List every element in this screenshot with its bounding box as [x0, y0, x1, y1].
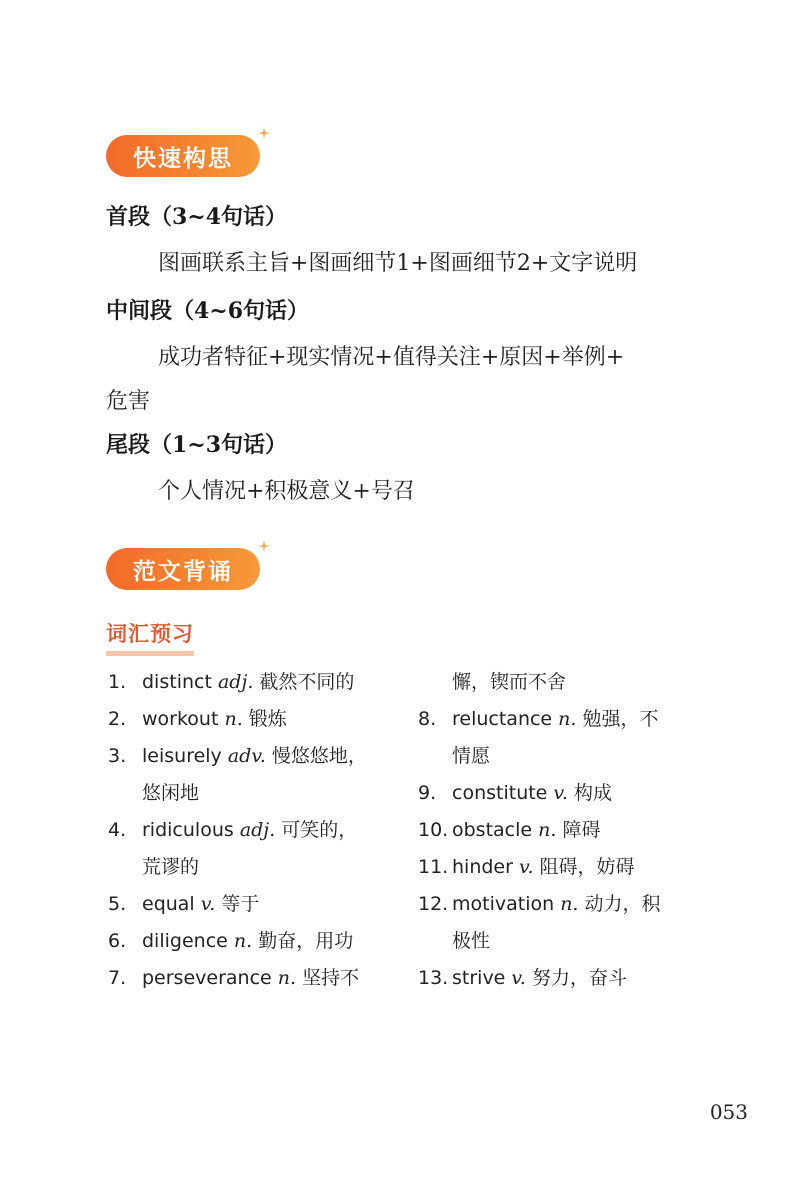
- vocab-item: [108, 738, 408, 775]
- vocab-meaning: 努力，奋斗: [531, 967, 627, 989]
- sparkle-icon: [258, 127, 270, 139]
- vocab-part-of-speech: n.: [558, 708, 583, 730]
- vocab-word: leisurely: [142, 745, 228, 767]
- vocab-word: perseverance: [142, 967, 278, 989]
- text-middle-paragraph-line2: 危害: [106, 389, 151, 414]
- vocab-meaning: 动力，积: [584, 893, 661, 915]
- vocab-word: diligence: [142, 930, 234, 952]
- vocab-meaning: 勤奋，用功: [258, 930, 354, 952]
- vocab-part-of-speech: v.: [518, 856, 540, 878]
- vocab-column-right: [418, 664, 718, 997]
- vocab-item: [108, 812, 408, 849]
- vocab-word: obstacle: [452, 819, 539, 841]
- vocab-meaning-continued: 悠闲地: [142, 782, 200, 804]
- vocab-item: [418, 812, 718, 849]
- sparkle-icon: [258, 540, 270, 552]
- vocab-meaning-continued: 懈，锲而不舍: [452, 671, 567, 693]
- vocab-number: 9.: [418, 782, 437, 804]
- vocab-number: 12.: [418, 893, 449, 915]
- vocab-number: 8.: [418, 708, 437, 730]
- vocab-number: 11.: [418, 856, 449, 878]
- vocab-number: 10.: [418, 819, 449, 841]
- vocab-column-left: [108, 664, 408, 997]
- text-first-paragraph: 图画联系主旨+图画细节1+图画细节2+文字说明: [158, 251, 638, 276]
- vocab-item: [108, 701, 408, 738]
- vocab-item: [418, 664, 718, 701]
- vocab-item: [418, 886, 718, 923]
- vocab-part-of-speech: n.: [233, 930, 259, 952]
- vocab-item: [108, 849, 408, 886]
- vocab-part-of-speech: v.: [553, 782, 574, 804]
- vocab-meaning: 等于: [221, 893, 260, 915]
- vocab-part-of-speech: adj.: [239, 819, 282, 841]
- vocab-word: strive: [452, 967, 512, 989]
- vocab-part-of-speech: n.: [538, 819, 563, 841]
- vocab-subtitle: 词汇预习: [106, 618, 194, 656]
- vocab-word: reluctance: [452, 708, 559, 730]
- vocab-item: [418, 775, 718, 812]
- vocab-item: [108, 960, 408, 997]
- vocab-word: ridiculous: [142, 819, 240, 841]
- vocab-item: [418, 960, 718, 997]
- vocab-item: [418, 849, 718, 886]
- vocab-item: [418, 923, 718, 960]
- vocab-meaning: 锻炼: [248, 708, 287, 730]
- vocab-part-of-speech: adv.: [227, 745, 272, 767]
- section-badge-model: [106, 548, 260, 590]
- vocab-meaning: 坚持不: [302, 967, 360, 989]
- page-number: 053: [709, 1100, 748, 1124]
- vocab-number: 6.: [108, 930, 127, 952]
- vocab-word: constitute: [452, 782, 554, 804]
- text-middle-paragraph-line1: 成功者特征+现实情况+值得关注+原因+举例+: [158, 345, 625, 370]
- vocab-part-of-speech: n.: [277, 967, 303, 989]
- vocab-part-of-speech: n.: [560, 893, 585, 915]
- vocab-item: [108, 886, 408, 923]
- vocab-part-of-speech: v.: [511, 967, 532, 989]
- vocab-item: [418, 701, 718, 738]
- vocab-meaning-continued: 情愿: [452, 745, 491, 767]
- vocab-meaning-continued: 荒谬的: [142, 856, 200, 878]
- vocab-meaning: 可笑的，: [281, 819, 358, 841]
- vocab-meaning: 截然不同的: [259, 671, 355, 693]
- heading-first-paragraph: 首段（3~4句话）: [106, 204, 288, 230]
- vocab-item: [108, 923, 408, 960]
- vocab-number: 1.: [108, 671, 127, 693]
- vocab-part-of-speech: n.: [224, 708, 249, 730]
- vocab-meaning: 勉强，不: [582, 708, 659, 730]
- vocab-word: motivation: [452, 893, 561, 915]
- vocab-number: 4.: [108, 819, 127, 841]
- section-title-outline: 快速构思: [133, 144, 233, 172]
- vocab-meaning-continued: 极性: [452, 930, 491, 952]
- vocab-part-of-speech: v.: [200, 893, 222, 915]
- heading-last-paragraph: 尾段（1~3句话）: [106, 432, 288, 458]
- vocab-word: distinct: [142, 671, 218, 693]
- vocab-number: 2.: [108, 708, 127, 730]
- vocab-meaning: 阻碍，妨碍: [539, 856, 635, 878]
- vocab-meaning: 障碍: [562, 819, 601, 841]
- vocab-meaning: 慢悠悠地，: [271, 745, 367, 767]
- vocab-word: workout: [142, 708, 225, 730]
- section-badge-outline: [106, 135, 260, 177]
- vocab-number: 13.: [418, 967, 449, 989]
- vocab-word: equal: [142, 893, 201, 915]
- vocab-number: 7.: [108, 967, 127, 989]
- vocab-word: hinder: [452, 856, 519, 878]
- text-last-paragraph: 个人情况+积极意义+号召: [158, 479, 415, 504]
- vocab-item: [418, 738, 718, 775]
- vocab-item: [108, 664, 408, 701]
- vocab-number: 5.: [108, 893, 127, 915]
- vocab-item: [108, 775, 408, 812]
- vocab-meaning: 构成: [573, 782, 612, 804]
- vocab-part-of-speech: adj.: [217, 671, 260, 693]
- section-title-model: 范文背诵: [133, 557, 233, 585]
- heading-middle-paragraph: 中间段（4~6句话）: [106, 298, 310, 324]
- vocab-number: 3.: [108, 745, 127, 767]
